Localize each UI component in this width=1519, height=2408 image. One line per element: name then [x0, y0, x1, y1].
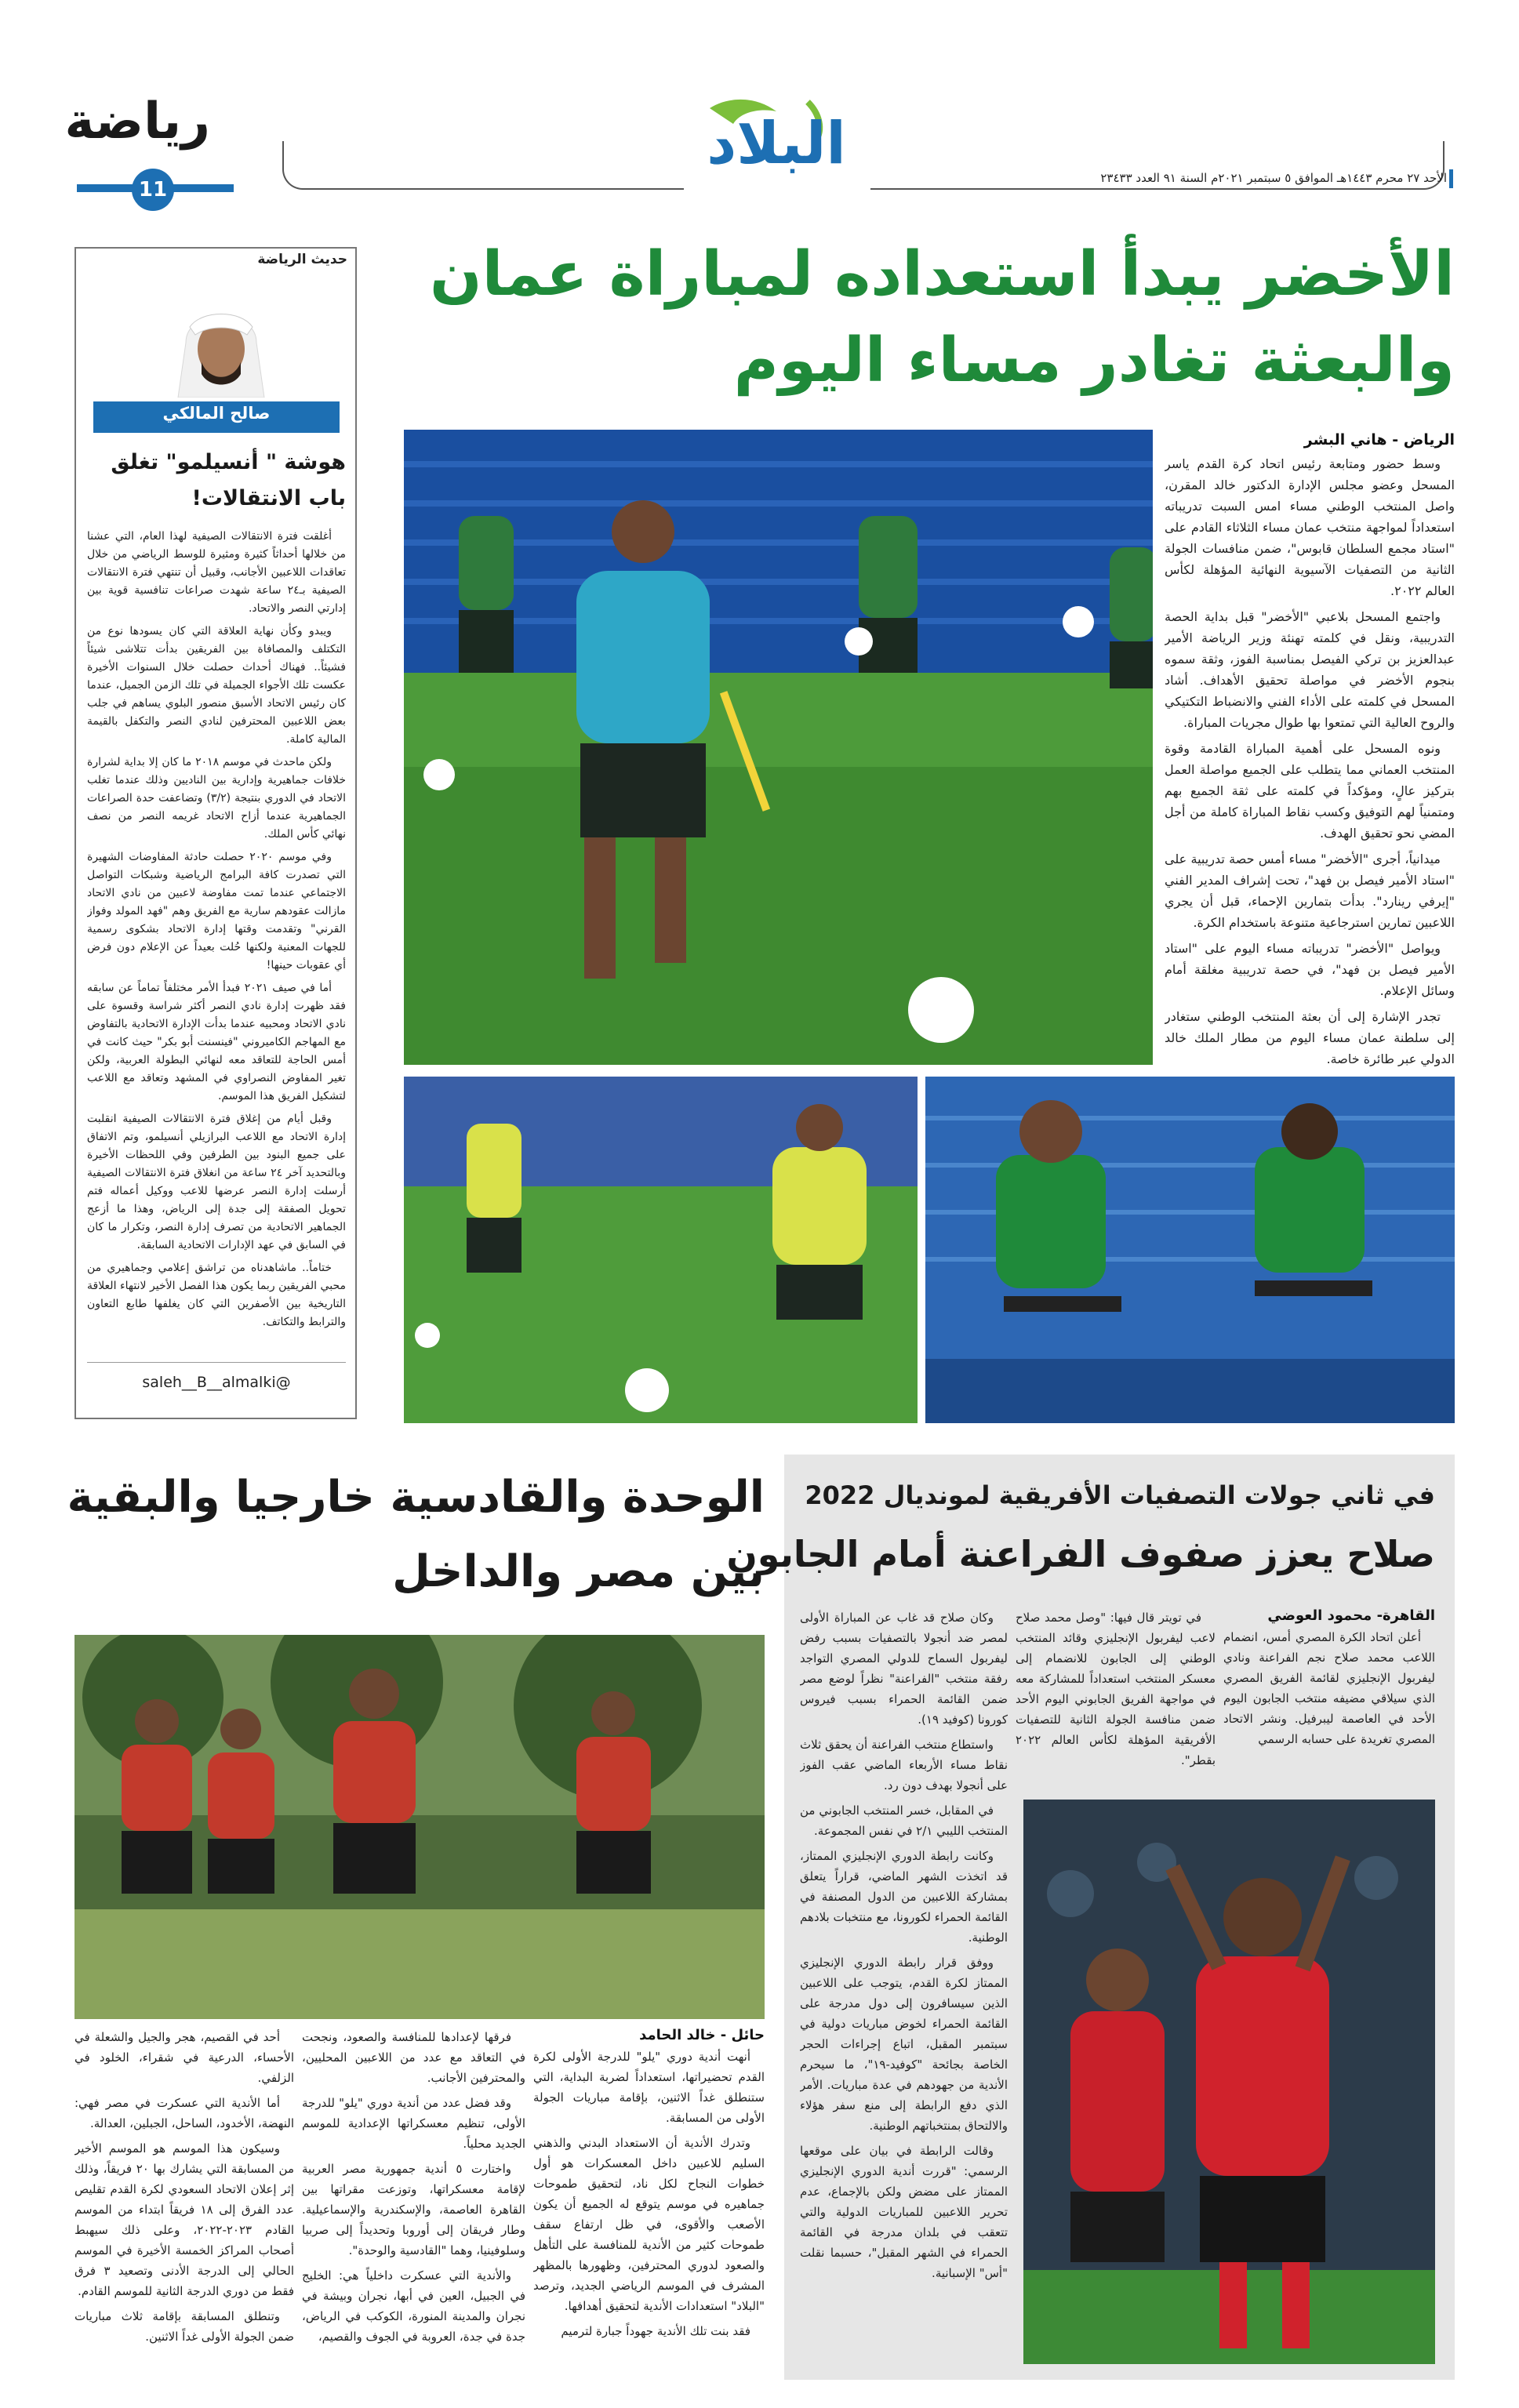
lead-headline-line1: الأخضر يبدأ استعداده لمباراة عمان: [430, 239, 1455, 310]
lead-paragraph: وسط حضور ومتابعة رئيس اتحاد كرة القدم ياسر المسحل وعضو مجلس الإدارة الدكتور خالد المقرن، واصل المنتخب الوطني مساء امس السبت تدريباته استعداداً لمواجهة منتخب عمان مساء الثلاثاء القادم على "استاد مجمع السلطان قابوس"، ضمن منافسات الجولة الثانية من التصفيات الآسيوية النهائية المؤهلة لكأس العالم ٢٠٢٢.: [1165, 456, 1455, 598]
column-paragraph: وقبل أيام من إغلاق فترة الانتقالات الصيفية انقلبت إدارة الاتحاد مع اللاعب البرازيلي أنسيلمو، وتم الاتفاق على جميع البنود بين الطرفين وفي اللحظات الأخيرة وبالتحديد آخر ٢٤ ساعة من انغلاق فترة الانتقالات الصيفية أرسلت إدارة النصر عرضها للاعب ووكيل أعماله فتم تحويل الصفقة إلى جدة إلى الرياض، وهذا ما أزعج الجماهير الاتحادية من تصرف إدارة النصر، وتكرار ما كان في السابق في عهد الإدارات الاتحادية السابقة.: [87, 1113, 346, 1251]
wahda-paragraph: وسيكون هذا الموسم هو الموسم الأخير من المسابقة التي يشارك بها ٢٠ فريقاً، وذلك إثر إعلان الاتحاد السعودي لكرة القدم تقليص عدد الفرق إلى ١٨ فريقاً ابتداء من الموسم القادم ٢٠٢٣-٢٠٢٢، وعلى ذلك سيهبط أصحاب المراكز الخمسة الأخيرة في الموسم الحالي إلى الدرجة الأدنى وتصعيد ٣ فرق فقط من دوري الدرجة الثانية للموسم القادم.: [74, 2141, 294, 2298]
lead-body: [1165, 453, 1455, 1070]
wahda-column-3: [74, 2027, 294, 2380]
lead-paragraph: ونوه المسحل على أهمية المباراة القادمة وقوة المنتخب العماني مما يتطلب على الجميع مواصلة العمل بتركيز عالٍ، ومؤكداً في كلمته على ثقة الجميع بهم ومتمنياً لهم التوفيق وكسب نقاط المباراة كاملة من أجل المضي نحو تحقيق الهدف.: [1165, 741, 1455, 841]
salah-paragraph: واستطاع منتخب الفراعنة أن يحقق ثلاث نقاط مساء الأربعاء الماضي عقب الفوز على أنجولا بهدف دون رد.: [800, 1738, 1008, 1792]
lead-paragraph: واجتمع المسحل بلاعبي "الأخضر" قبل بداية الحصة التدريبية، ونقل في كلمته تهنئة وزير الرياضة الأمير عبدالعزيز بن تركي الفيصل بمناسبة الفوز، وثقة سموه بنجوم الأخضر في مواصلة تحقيق الأهداف. أشاد المسحل في كلمته على الأداء الفني والانضباط التكتيكي والروح العالية التي تمتعوا بها طوال مجريات المباراة.: [1165, 609, 1455, 730]
wahda-paragraph: وقد فضل عدد من أندية دوري "يلو" للدرجة الأولى، تنظيم معسكراتها الإعدادية للموسم الجديد محلياً.: [302, 2096, 525, 2151]
wahda-paragraph: واختارت ٥ أندية جمهورية مصر العربية لإقامة معسكراتها، وتوزعت مقراتها بين القاهرة العاصمة، والإسكندرية والإسماعيلية. وطار فريقان إلى أوروبا وتحديداً إلى صربيا وسلوفينيا، وهما "القادسية والوحدة".: [302, 2162, 525, 2257]
wahda-paragraph: وتدرك الأندية أن الاستعداد البدني والذهني السليم للاعبين داخل المعسكرات هو أول خطوات النجاح لكل ناد، لتحقيق طموحات جماهيره في موسم يتوقع له الجميع أن يكون الأصعب والأقوى، في ظل ارتفاع سقف طموحات كثير من الأندية للمنافسة على التأهل والصعود لدوري المحترفين، وظهورها بالمظهر المشرف في الموسم الرياضي الجديد، وترصد "البلاد" استعدادات الأندية لتحقيق أهدافها.: [533, 2136, 765, 2313]
newspaper-logo: [690, 94, 863, 180]
wahda-paragraph: فقد بنت تلك الأندية جهوداً جبارة لترميم: [561, 2324, 750, 2338]
column-paragraph: وفي موسم ٢٠٢٠ حصلت حادثة المفاوضات الشهيرة التي تصدرت كافة البرامج الرياضية وشبكات التواصل الاجتماعي عندما تمت مفاوضة لاعبين من نادي الاتحاد مازالت عقودهم سارية مع الفريق وهم "فهد المولد وفواز القرني" وتقدمت وقتها إدارة الاتحاد بشكوى رسمية للجهات المعنية ولكنها حُلت بعيداً عن الإعلام دون فرض أي عقوبات حينها!: [87, 851, 346, 972]
salah-photo: [1023, 1800, 1435, 2364]
lead-paragraph: ويواصل "الأخضر" تدريباته مساء اليوم على "استاد الأمير فيصل بن فهد"، في حصة تدريبية مغلقة أمام وسائل الإعلام.: [1165, 941, 1455, 998]
wahda-paragraph: أنهت أندية دوري "يلو" للدرجة الأولى لكرة القدم تحضيراتها، استعداداً لضربة البداية، التي ستنطلق غداً الاثنين، بإقامة مباريات الجولة الأولى من المسابقة.: [533, 2050, 765, 2125]
wahda-column-2: [302, 2027, 525, 2380]
lead-paragraph: تجدر الإشارة إلى أن بعثة المنتخب الوطني ستغادر إلى سلطنة عمان مساء اليوم من مطار الملك خالد الدولي عبر طائرة خاصة.: [1165, 1009, 1455, 1066]
wahda-paragraph: فرقها لإعدادها للمنافسة والصعود، ونجحت في التعاقد مع عدد من اللاعبين المحليين، والمحترفين الأجانب.: [302, 2030, 525, 2085]
salah-paragraph: وقالت الرابطة في بيان على موقعها الرسمي: "قررت أندية الدوري الإنجليزي الممتاز على مضض ولكن بالإجماع، عدم تحرير اللاعبين للمباريات الدولية والتي تتعقب في بلدان مدرجة في القائمة الحمراء في الشهر المقبل"، حسبما نقلت "أس" الإسبانية.: [800, 2144, 1008, 2280]
logo-text: البلاد: [707, 110, 846, 177]
column-paragraph: ختاماً.. ماشاهدناه من تراشق إعلامي وجماهيري من محبي الفريقين ربما يكون هذا الفصل الأخير لانتهاء العلاقة التاريخية بين الأصفرين التي كان يغلفها طابع التعاون والترابط والتكاتف.: [87, 1262, 346, 1328]
salah-paragraph: في تويتر قال فيها: "وصل محمد صلاح لاعب ليفربول الإنجليزي وقائد المنتخب الوطني إلى الجابون للانضمام إلى معسكر المنتخب استعداداً للمشاركة معه في مواجهة الفريق الجابوني اليوم الأحد ضمن منافسة الجولة الثانية للتصفيات الأفريقية المؤهلة لكأس العالم ٢٠٢٢ بقطر".: [1016, 1611, 1216, 1767]
salah-column-1: [1223, 1607, 1435, 1796]
wahda-paragraph: وتنطلق المسابقة بإقامة ثلاث مباريات ضمن الجولة الأولى غداً الاثنين.: [74, 2309, 294, 2344]
lead-photo-bikes-right: [925, 1077, 1455, 1423]
page-number-badge: 11: [132, 169, 174, 211]
column-divider: [87, 1362, 346, 1363]
lead-byline: الرياض - هاني البشر: [1303, 431, 1455, 449]
lead-photo-training-left: [404, 1077, 918, 1423]
salah-column-3: [800, 1607, 1008, 2372]
salah-kicker: في ثاني جولات التصفيات الأفريقية لمونديال 2022: [805, 1480, 1435, 1510]
column-paragraph: أغلقت فترة الانتقالات الصيفية لهذا العام، التي عشنا من خلالها أحداثاً كثيرة ومثيرة للوسط الرياضي من خلال تعاقدات اللاعبين الأجانب، وقبيل أن تنتهي فترة الانتقالات الصيفية بـ٢٤ ساعة شهدت صراعات تنافسية قوية بين إدارتي النصر والاتحاد.: [87, 530, 346, 615]
column-paragraph: ويبدو وكأن نهاية العلاقة التي كان يسودها نوع من التكتلف والمصافاة بين الفريقين بدأت تتلاشى شيئاً فشيئاً.. فهناك أحداث حصلت خلال السنوات الأخيرة عكست تلك الأجواء الجميلة في تلك الزمن الجميل، عندما كان رئيس الاتحاد الأسبق منصور البلوي يساهم في جلب بعض اللاعبين المحترفين لنادي النصر والتكفل بالقيمة المالية كاملة.: [87, 625, 346, 746]
column-title: هوشة " أنسيلمو" تغلق باب الانتقالات!: [111, 450, 346, 510]
lead-paragraph: ميدانياً، أجرى "الأخضر" مساء أمس حصة تدريبية على "استاد الأمير فيصل بن فهد"، تحت إشراف المدير الفني "إيرفي رينارد". بدأت بتمارين الإحماء، قبل أن يجري اللاعبين تمارين استرجاعية متنوعة باستخدام الكرة.: [1165, 852, 1455, 930]
wahda-paragraph: والأندية التي عسكرت داخلياً هي: الخليج في الجبيل، العين في أبها، نجران وبيشة في نجران والمدينة المنورة، الكوكب في الرياض، جدة في جدة، العروبة في الجوف والقصيم،: [302, 2268, 525, 2344]
salah-paragraph: وكانت رابطة الدوري الإنجليزي الممتاز، قد اتخذت الشهر الماضي، قراراً يتعلق بمشاركة اللاعبين من الدول المصنفة في القائمة الحمراء لكورونا، مع منتخبات بلادهم الوطنية.: [800, 1849, 1008, 1945]
salah-column-2: [1016, 1607, 1216, 1796]
wahda-column-1: [533, 2027, 765, 2380]
column-label: حديث الرياضة: [257, 252, 347, 267]
date-line: الأحد ٢٧ محرم ١٤٤٣هـ الموافق ٥ سبتمبر ٢٠٢١م السنة ٩١ العدد ٢٣٤٣٣: [1100, 171, 1447, 185]
masthead: [0, 0, 1519, 212]
wahda-team-photo: [74, 1635, 765, 2019]
header-rule-left: [282, 141, 684, 190]
author-photo: [154, 296, 288, 398]
salah-byline: القاهرة- محمود العوضي: [1267, 1607, 1435, 1624]
salah-headline: صلاح يعزز صفوف الفراعنة أمام الجابون: [726, 1533, 1435, 1575]
opinion-column-box: [74, 247, 357, 1419]
column-body: [87, 528, 346, 1335]
author-name: صالح المالكي: [162, 404, 271, 423]
wahda-headline-line1: الوحدة والقادسية خارجيا والبقية: [67, 1472, 765, 1523]
author-avatar-icon: [154, 296, 288, 398]
wahda-paragraph: أحد في القصيم، هجر والجيل والشعلة في الأحساء، الدرعية في شقراء، الخلود في الزلفي.: [74, 2030, 294, 2085]
salah-paragraph: في المقابل، خسر المنتخب الجابوني من المنتخب الليبي ٢/١ في نفس المجموعة.: [800, 1803, 1008, 1838]
section-title: رياضة: [64, 93, 210, 151]
column-paragraph: ولكن ماحدث في موسم ٢٠١٨ ما كان إلا بداية لشرارة خلافات جماهيرية وإدارية بين الناديين وذلك عندما تغلب الاتحاد في الدوري بنتيجة (٣/٢) وتضاعفت حدة الصراعات الجماهيرية عندما أزاح الاتحاد غريمه النصر من نصف نهائي كأس الملك.: [87, 756, 346, 841]
wahda-headline-line2: بين مصر والداخل: [392, 1546, 765, 1597]
salah-paragraph: وكان صلاح قد غاب عن المباراة الأولى لمصر ضد أنجولا بالتصفيات بسبب رفض ليفربول السماح للدولي المصري التواجد رفقة منتخب "الفراعنة" نظراً لوضع مصر ضمن القائمة الحمراء بسبب فيروس كورونا (كوفيد ١٩).: [800, 1611, 1008, 1727]
author-twitter-handle[interactable]: saleh__B__almalki@: [142, 1374, 291, 1391]
lead-main-photo: [404, 430, 1153, 1065]
column-paragraph: أما في صيف ٢٠٢١ فبدأ الأمر مختلفاً تماماً عن سابقه فقد ظهرت إدارة نادي النصر أكثر شراسة وقسوة على نادي الاتحاد ومحبيه عندما بدأت الإدارة الاتحادية بالتفاوض مع المهاجم الكاميروني "فينسنت أبو بكر" حيث كانت في أمس الحاجة للتعاقد معه لنهائي البطولة العربية، ولكن تغير المفاوض النصراوي في المشهد وتعاقد مع اللاعب لتشكيل الفريق هذا الموسم.: [87, 982, 346, 1102]
lead-headline-line2: والبعثة تغادر مساء اليوم: [733, 325, 1455, 396]
salah-paragraph: ووفق قرار رابطة الدوري الإنجليزي الممتاز لكرة القدم، يتوجب على اللاعبين الذين سيسافرون إلى دول مدرجة على القائمة الحمراء لخوض مباريات دولية في سبتمبر المقبل، اتباع إجراءات الحجر الخاصة بجائحة "كوفيد-١٩"، ما سيحرم الأندية من جهودهم في عدة مباريات. الأمر الذي دفع الرابطة إلى منع سفر هؤلاء والالتحاق بمنتخباتهم الوطنية.: [800, 1956, 1008, 2133]
lead-article-text: [1165, 431, 1455, 1074]
date-line-marker: [1449, 169, 1453, 188]
salah-paragraph: أعلن اتحاد الكرة المصري أمس، انضمام اللاعب محمد صلاح نجم الفراعنة ونادي ليفربول الإنجليزي لقائمة الفريق المصري الذي سيلاقي مضيفه منتخب الجابون اليوم الأحد في العاصمة ليبرفيل. ونشر الاتحاد المصري تغريدة على حسابه الرسمي: [1223, 1630, 1435, 1746]
wahda-byline: حائل - خالد الحامد: [639, 2027, 765, 2043]
wahda-paragraph: أما الأندية التي عسكرت في مصر فهي: النهضة، الأخدود، الساحل، الجبلين، العدالة.: [74, 2096, 294, 2130]
